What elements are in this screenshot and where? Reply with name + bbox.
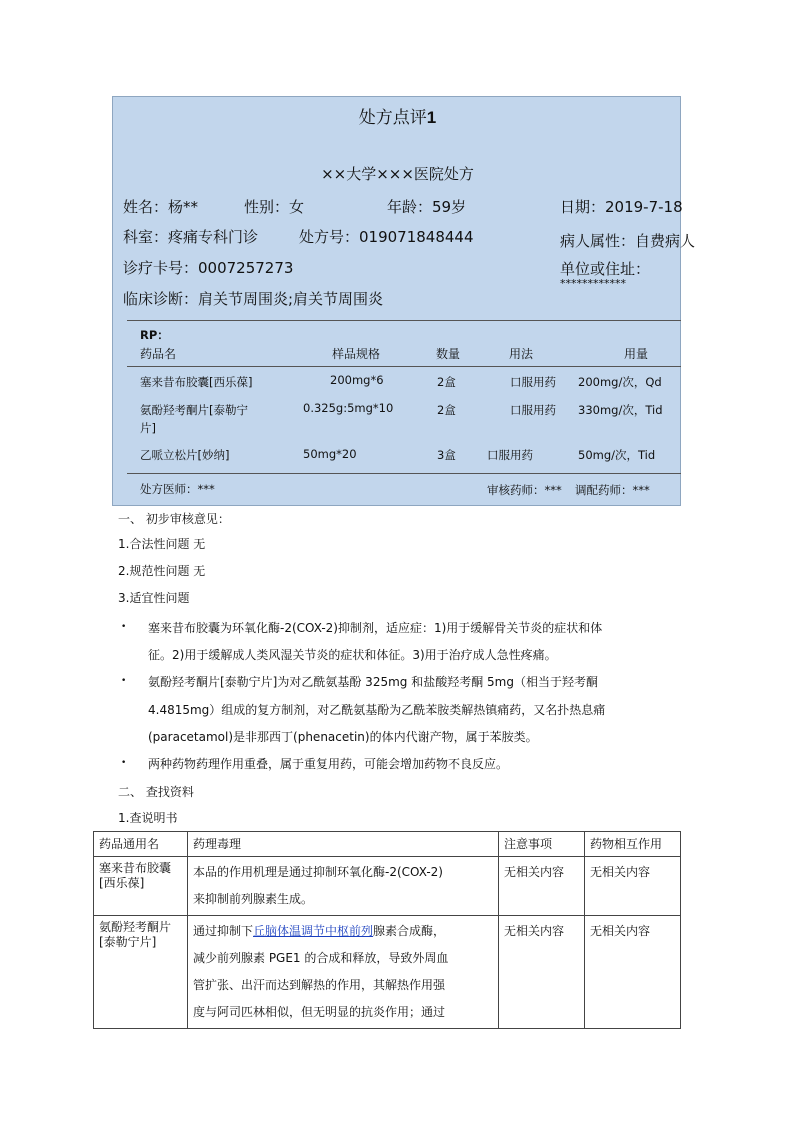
- rx-item-usage: 口服用药: [487, 448, 533, 462]
- review-paragraph: 氨酚羟考酮片[泰勒宁片]为对乙酰氨基酚 325mg 和盐酸羟考酮 5mg（相当于羟考酮: [148, 675, 598, 689]
- bullet-icon: •: [121, 758, 127, 768]
- pharmacology-cell: [188, 916, 499, 1029]
- bullet-icon: •: [121, 676, 127, 686]
- pharmacology-cell: [188, 857, 499, 916]
- rx-item-spec: 0.325g:5mg*10: [303, 401, 394, 415]
- dispensing-pharmacist: 调配药师：***: [575, 483, 650, 497]
- col-header: 注意事项: [499, 832, 585, 857]
- col-header-spec: 样品规格: [332, 347, 381, 361]
- table-row: [94, 916, 681, 1029]
- col-header-usage: 用法: [509, 347, 534, 361]
- reference-table: [93, 831, 681, 1029]
- diagnosis: 临床诊断：肩关节周围炎;肩关节周围炎: [123, 290, 384, 308]
- prescribing-doctor: 处方医师：***: [140, 482, 215, 496]
- drug-cell: 塞来昔布胶囊[西乐葆]: [94, 857, 188, 916]
- review-paragraph: (paracetamol)是非那西丁(phenacetin)的体内代谢产物，属于苯胺类。: [148, 730, 538, 744]
- prescription-box: [112, 96, 696, 506]
- hospital-name: ××大学×××医院处方: [321, 165, 474, 183]
- section-heading: 一、 初步审核意见：: [118, 512, 230, 526]
- cell-line: [193, 918, 493, 945]
- rx-item-drug: 塞来昔布胶囊[西乐葆]: [140, 375, 253, 389]
- review-item: 2.规范性问题 无: [118, 564, 206, 578]
- bullet-icon: •: [121, 622, 127, 632]
- rx-item-usage: 口服用药: [510, 403, 556, 417]
- rx-item-dose: 50mg/次，Tid: [578, 448, 656, 462]
- table-row: [94, 857, 681, 916]
- review-paragraph: 4.4815mg）组成的复方制剂，对乙酰氨基酚为乙酰苯胺类解热镇痛药，又名扑热息痛: [148, 703, 606, 717]
- rp-label: RP：: [140, 328, 169, 342]
- reviewing-pharmacist: 审核药师：***: [487, 483, 562, 497]
- unit-address-value: ************: [560, 277, 626, 290]
- review-item: 1.合法性问题 无: [118, 537, 206, 551]
- rx-item-qty: 2盒: [437, 375, 456, 389]
- patient-gender: 性别：女: [244, 198, 305, 216]
- reference-link[interactable]: 丘脑体温调节中枢前列: [253, 924, 374, 938]
- page-title: 处方点评1: [358, 108, 437, 128]
- rx-item-spec: 50mg*20: [303, 447, 357, 461]
- cell-text: 通过抑制下: [193, 924, 254, 938]
- rx-item-dose: 330mg/次，Tid: [578, 403, 663, 417]
- cell-line: 本品的作用机理是通过抑制环氧化酶-2(COX-2): [193, 865, 443, 879]
- patient-age: 年龄：59岁: [387, 198, 467, 216]
- cell-line: 减少前列腺素 PGE1 的合成和释放，导致外周血: [193, 951, 449, 965]
- col-header: 药物相互作用: [585, 832, 681, 857]
- rx-item-qty: 2盒: [437, 403, 456, 417]
- divider: [127, 366, 681, 367]
- caution-cell: 无相关内容: [499, 857, 585, 916]
- col-header-drug: 药品名: [140, 347, 177, 361]
- patient-name: 姓名：杨**: [123, 198, 199, 216]
- divider: [127, 320, 681, 321]
- drug-cell: 氨酚羟考酮片[泰勒宁片]: [94, 916, 188, 1029]
- review-paragraph: 塞来昔布胶囊为环氧化酶-2(COX-2)抑制剂，适应症：1)用于缓解骨关节炎的症状和体: [148, 621, 603, 635]
- col-header: 药品通用名: [94, 832, 188, 857]
- cell-line: 管扩张、出汗而达到解热的作用，其解热作用强: [193, 978, 446, 992]
- rx-item-drug: 氨酚羟考酮片[泰勒宁: [140, 403, 248, 417]
- review-item: 3.适宜性问题: [118, 591, 190, 605]
- patient-type: 病人属性：自费病人: [560, 232, 696, 250]
- cell-line: 度与阿司匹林相似，但无明显的抗炎作用；通过: [193, 1005, 446, 1019]
- sub-heading: 1.查说明书: [118, 811, 178, 825]
- rx-item-drug: 乙哌立松片[妙纳]: [140, 448, 230, 462]
- cell-text: 腺素合成酶，: [373, 924, 446, 938]
- interaction-cell: 无相关内容: [585, 916, 681, 1029]
- rx-item-usage: 口服用药: [510, 375, 556, 389]
- divider: [127, 473, 681, 474]
- rx-item-qty: 3盒: [437, 448, 456, 462]
- section-heading: 二、 查找资料: [118, 785, 194, 799]
- col-header-qty: 数量: [436, 347, 461, 361]
- prescription-number: 处方号：019071848444: [299, 228, 474, 246]
- cell-line: 来抑制前列腺素生成。: [193, 892, 314, 906]
- col-header-dose: 用量: [624, 347, 649, 361]
- rx-item-dose: 200mg/次，Qd: [578, 375, 662, 389]
- interaction-cell: 无相关内容: [585, 857, 681, 916]
- prescription-date: 日期：2019-7-18: [560, 198, 683, 216]
- caution-cell: 无相关内容: [499, 916, 585, 1029]
- table-header-row: [94, 832, 681, 857]
- unit-address-label: 单位或住址：: [560, 260, 651, 278]
- col-header: 药理毒理: [188, 832, 499, 857]
- review-paragraph: 征。2)用于缓解成人类风湿关节炎的症状和体征。3)用于治疗成人急性疼痛。: [148, 648, 557, 662]
- rx-item-drug-cont: 片]: [140, 421, 156, 435]
- department: 科室：疼痛专科门诊: [123, 228, 259, 246]
- card-number: 诊疗卡号：0007257273: [123, 259, 294, 277]
- review-paragraph: 两种药物药理作用重叠，属于重复用药，可能会增加药物不良反应。: [148, 757, 509, 771]
- rx-item-spec: 200mg*6: [330, 373, 384, 387]
